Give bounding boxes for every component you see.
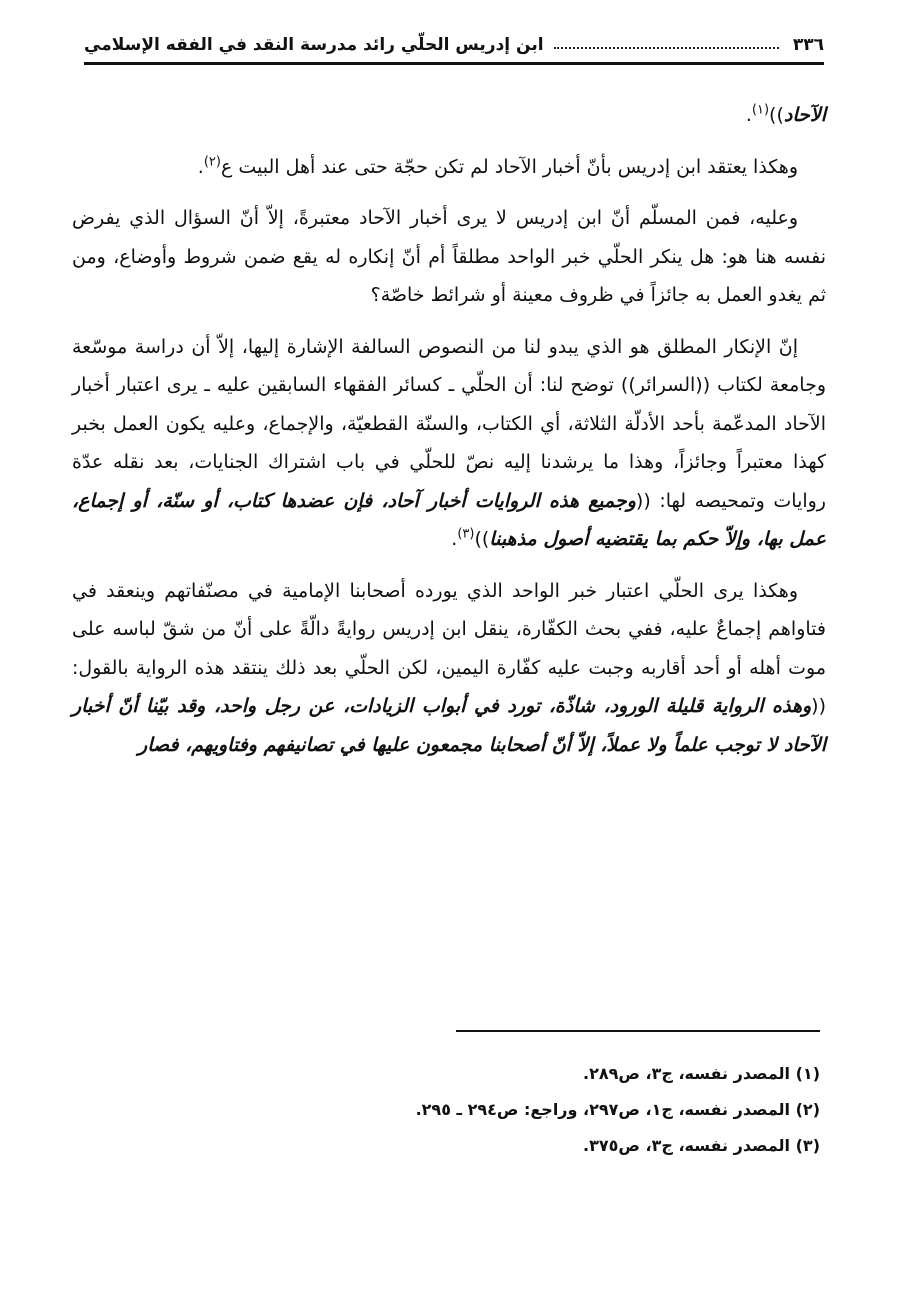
header-rule [84,62,824,65]
footnotes [120,1056,820,1164]
header-leader-dots [554,47,779,49]
quote-end: الآحاد [783,104,826,126]
paragraph-2 [72,199,826,315]
running-title: ابن إدريس الحلّي رائد مدرسة النقد في الفقه الإسلامي [84,35,544,55]
running-header [84,32,824,58]
footnote-3: (٣) المصدر نفسه، ج٣، ص٣٧٥. [583,1136,820,1155]
footnote-2: (٢) المصدر نفسه، ج١، ص٢٩٧، وراجع: ص٢٩٤ ـ ٢٩٥. [415,1100,820,1119]
paragraph-2-text: وعليه، فمن المسلّم أنّ ابن إدريس لا يرى أخبار الآحاد معتبرةً، إلاّ أنّ السؤال الذي يفرض نفسه هنا هو: هل ينكر الحلّي خبر الواحد مطلقاً أم أنّ إنكاره له يقع ضمن شروط وأوضاع، ومن ثم يغدو العمل به جائزاً في ظروف معينة أو شرائط خاصّة؟ [72,207,826,306]
footnote-rule [456,1030,820,1032]
honorific-glyph: ع [220,155,233,178]
paragraph-continuation: الآحاد))$^{(١)}$. [745,102,826,126]
paragraph-4-quote: وهذه الرواية قليلة الورود، شاذّة، تورد في أبواب الزيادات، عن رجل واحد، وقد بيّنا أنّ أخبار الآحاد لا توجب علماً ولا عملاً، إلاّ أنّ أصحابنا مجمعون عليها في تصانيفهم وفتاويهم، فصار [72,695,826,756]
paragraph-4: وهكذا يرى الحلّي اعتبار خبر الواحد الذي يورده أصحابنا الإمامية في مصنّفاتهم وينعقد في فتاواهم إجماعٌ عليه، ففي بحث الكفّارة، ينقل ابن إدريس روايةً دالّةً على أنّ من شقّ لباسه على موت أهله أو أحد أقاربه وجبت عليه كفّارة اليمين، لكن الحلّي بعد ذلك ينتقد هذه الرواية بالقول: ((وهذه الرواية قليلة الورود، شاذّة، تورد في أبواب الزيادات، عن رجل واحد، وقد بيّنا أنّ أخبار الآحاد لا توجب علماً ولا عملاً، إلاّ أنّ أصحابنا مجمعون عليها في تصانيفهم وفتاويهم، فصار [72,579,826,756]
paragraph-3-quote: وجميع هذه الروايات أخبار آحاد، فإن عضدها كتاب، أو سنّة، أو إجماع، عمل بها، وإلاّ حكم بما يقتضيه أصول مذهبنا [72,489,826,550]
footnote-1: (١) المصدر نفسه، ج٣، ص٢٨٩. [583,1064,820,1083]
paragraph-1-text: وهكذا يعتقد ابن إدريس بأنّ أخبار الآحاد لم تكن حجّة حتى عند أهل البيت [238,155,798,178]
main-text [72,96,826,777]
footnote-ref-3: (٣) [457,526,475,542]
footnote-ref-2: (٢) [203,154,221,170]
paragraph-4-text: وهكذا يرى الحلّي اعتبار خبر الواحد الذي يورده أصحابنا الإمامية في مصنّفاتهم وينعقد في فتاواهم إجماعٌ عليه، ففي بحث الكفّارة، ينقل ابن إدريس روايةً دالّةً على أنّ من شقّ لباسه على موت أهله أو أحد أقاربه وجبت عليه كفّارة اليمين، لكن الحلّي بعد ذلك ينتقد هذه الرواية بالقول: [72,579,826,679]
paragraph-3: إنّ الإنكار المطلق هو الذي يبدو لنا من النصوص السالفة الإشارة إليها، إلاّ أن دراسة موسّعة وجامعة لكتاب ((السرائر)) توضح لنا: أن الحلّي ـ كسائر الفقهاء السابقين عليه ـ يرى اعتبار أخبار الآحاد المدعّمة بأحد الأدلّة الثلاثة، أي الكتاب، والسنّة القطعيّة، والإجماع، وعليه يكون العمل بخبر كهذا معتبراً وجائزاً، وهذا ما يرشدنا إليه نصّ للحلّي في باب اشتراك الجنايات، بعد نقله عدّة روايات وتمحيصه لها: ((وجميع هذه الروايات أخبار آحاد، فإن عضدها كتاب، أو سنّة، أو إجماع، عمل بها، وإلاّ حكم بما يقتضيه أصول مذهبنا))$^{(٣)}$. [72,335,826,550]
footnote-ref-1: (١) [751,102,770,118]
page-number: ٣٣٦ [792,35,824,55]
paragraph-1: وهكذا يعتقد ابن إدريس بأنّ أخبار الآحاد لم تكن حجّة حتى عند أهل البيت ع$^{(٢)}$. [197,154,798,178]
paragraph-3-text: إنّ الإنكار المطلق هو الذي يبدو لنا من النصوص السالفة الإشارة إليها، إلاّ أن دراسة موسّعة وجامعة لكتاب ((السرائر)) توضح لنا: أن الحلّي ـ كسائر الفقهاء السابقين عليه ـ يرى اعتبار أخبار الآحاد المدعّمة بأحد الأدلّة الثلاثة، أي الكتاب، والسنّة القطعيّة، والإجماع، وعليه يكون العمل بخبر كهذا معتبراً وجائزاً، وهذا ما يرشدنا إليه نصّ للحلّي في باب اشتراك الجنايات، بعد نقله عدّة روايات وتمحيصه لها: [72,335,826,512]
